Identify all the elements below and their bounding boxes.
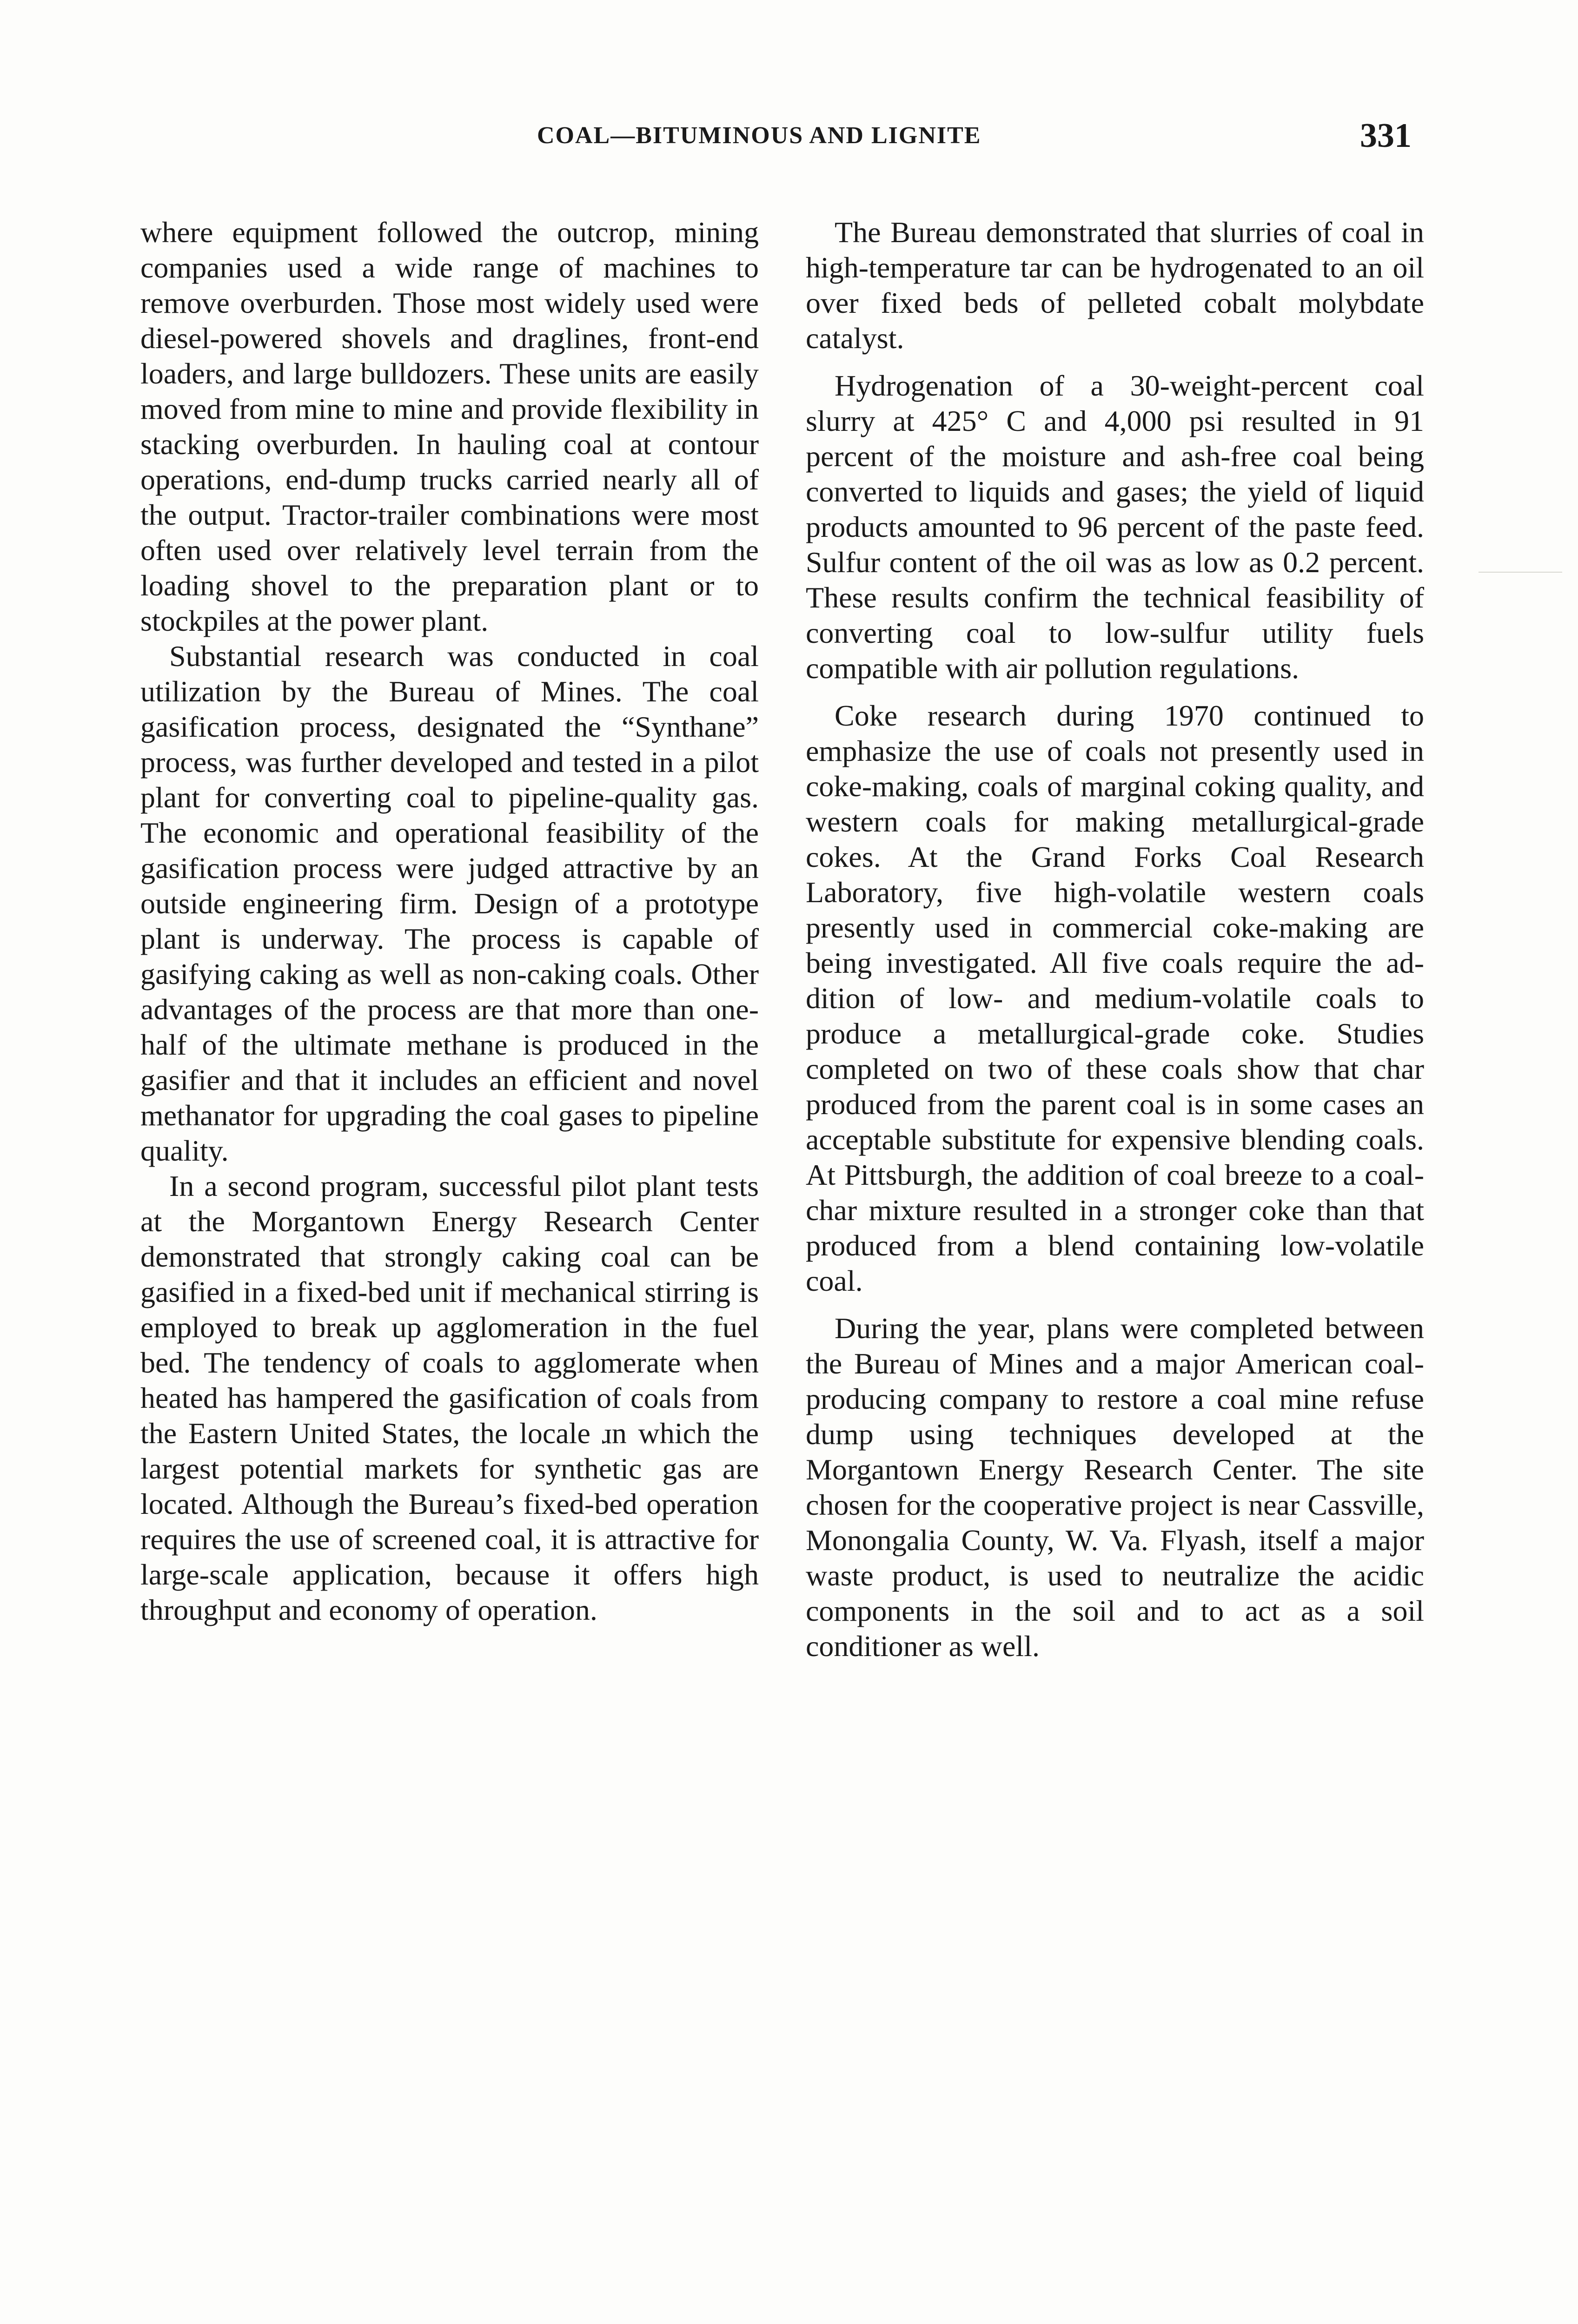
paragraph: The Bureau demonstrated that slurries of coal in high-temperature tar can be hydrogenated to an oil over fixed beds of pelleted cobalt molybdate catalyst. xyxy=(806,216,1424,355)
paragraph: In a second program, successful pilot plant tests at the Morgantown Energy Research Center demonstrated that strongly caking coal can be gasified in a fixed-bed unit if mechanical stirring is employed to break up agglomeration in the fuel bed. The tendency of coals to agglomerate when heated has hampered the gasification of coals from the Eastern United States, the locale ɹn which the largest potential markets for synthetic gas are located. Although the Bureau’s fixed-bed operation requires the use of screened coal, it is attractive for large-scale application, because it offers high throughput and economy of operation. xyxy=(140,1169,759,1626)
paragraph: where equipment followed the outcrop, mining companies used a wide range of machines to remove overburden. Those most widely used were diesel-powered shovels and draglines, front-end loaders, and large bulldozers. These units are easily moved from mine to mine and provide flexibility in stacking overburden. In hauling coal at contour operations, end-dump trucks carried nearly all of the output. Tractor-trailer combinations were most often used over relatively level terrain from the loading shovel to the preparation plant or to stockpiles at the power plant. xyxy=(140,216,759,637)
page-number: 331 xyxy=(1360,117,1412,155)
paragraph: Hydrogenation of a 30-weight-percent coal slurry at 425° C and 4,000 psi resulted in 91 percent of the moisture and ash-free coal being converted to liquids and gases; the yield of liquid products amounted to 96 percent of the paste feed. Sulfur content of the oil was as low as 0.2 percent. These results confirm the technical feasibility of converting coal to low-sulfur utility fuels compatible with air pollution regulations. xyxy=(806,369,1424,685)
paragraph: During the year, plans were completed between the Bureau of Mines and a major American coal-producing company to restore a coal mine refuse dump using techniques developed at the Morgantown Energy Research Center. The site chosen for the cooperative project is near Cassville, Monongalia County, W. Va. Flyash, itself a major waste product, is used to neutralize the acidic components in the soil and to act as a soil conditioner as well. xyxy=(806,1312,1424,1663)
paragraph: Coke research during 1970 continued to emphasize the use of coals not presently used in coke-making, coals of marginal coking quality, and western coals for making metallurgical-grade cokes. At the Grand Forks Coal Research Laboratory, five high-volatile western coals presently used in commercial coke-making are being investigated. All five coals require the addition of low- and medium-volatile coals to produce a metallurgical-grade coke. Studies completed on two of these coals show that char produced from the parent coal is in some cases an acceptable substitute for expensive blending coals. At Pittsburgh, the addition of coal breeze to a coal-char mixture resulted in a stronger coke than that produced from a blend containing low-volatile coal. xyxy=(806,699,1424,1297)
scan-artifact-line xyxy=(1479,572,1562,573)
running-head: COAL—BITUMINOUS AND LIGNITE xyxy=(537,122,981,149)
paragraph: Substantial research was conducted in coal utilization by the Bureau of Mines. The coal gasification process, designated the “Synthane” process, was further developed and tested in a pilot plant for converting coal to pipeline-quality gas. The economic and operational feasibility of the gasification process were judged attractive by an outside engineering firm. Design of a prototype plant is underway. The process is capable of gasifying caking as well as non-caking coals. Other advantages of the process are that more than one-half of the ultimate methane is produced in the gasifier and that it includes an efficient and novel methanator for upgrading the coal gases to pipeline quality. xyxy=(140,640,759,1167)
right-column xyxy=(806,215,1424,1676)
left-column xyxy=(140,215,759,1628)
